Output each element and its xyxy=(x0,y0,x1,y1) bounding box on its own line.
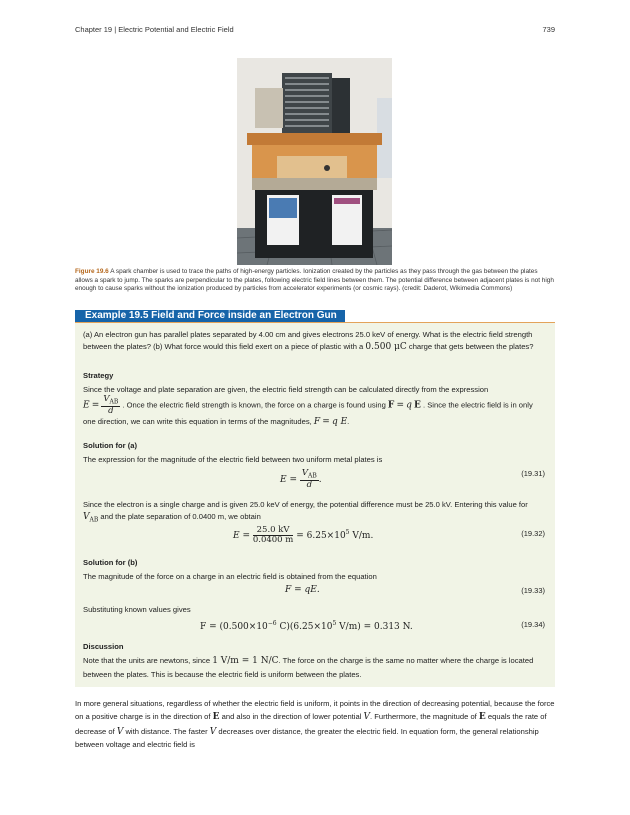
solution-b-label: Solution for (b) xyxy=(83,558,138,567)
running-header: Chapter 19 | Electric Potential and Electric Field xyxy=(75,25,234,34)
equation-19-33: F = qE. xyxy=(285,585,320,595)
fraction-vab-over-d: $\frac{V_{AB}}{d}$ xyxy=(103,394,119,416)
equation-number-19-33: (19.33) xyxy=(521,586,545,595)
spark-chamber-illustration xyxy=(237,58,392,265)
example-title-bar xyxy=(75,310,555,323)
discussion-label: Discussion xyxy=(83,642,124,651)
example-box xyxy=(75,323,555,687)
equation-19-31: E = $\frac{V_{AB}}{d}$ . xyxy=(280,468,322,490)
solution-b-text: The magnitude of the force on a charge in an electric field is obtained from the equation xyxy=(83,572,377,581)
equation-number-19-32: (19.32) xyxy=(521,529,545,538)
strategy-text-2: E = $\frac{V_{AB}}{d}$ . Once the electric field strength is known, the force on a charge is found using F = q E . Since the electric field is in only one direction, we can write this equation in terms of the magnitudes, F = q E. xyxy=(83,394,533,427)
problem-statement: (a) An electron gun has parallel plates separated by 4.00 cm and gives electrons 25.0 keV of energy. What is the electric field strength between the plates? (b) What force would this field exert on a piece of plastic with a 0.500 μC charge that gets between the plates? xyxy=(83,330,534,352)
equation-number-19-34: (19.34) xyxy=(521,620,545,629)
body-paragraph: In more general situations, regardless of whether the electric field is uniform, it points in the direction of decreasing potential, because the force on a positive charge is in the direction of E and also in the direction of lower potential V. Furthermore, the magnitude of E equals the rate of decrease of V with distance. The faster V decreases over distance, the greater the electric field. In equation form, the general relationship between voltage and electric field is xyxy=(75,699,555,749)
solution-a-label: Solution for (a) xyxy=(83,441,137,450)
solution-a-text: The expression for the magnitude of the electric field between two uniform metal plates is xyxy=(83,455,383,464)
figure-caption-text: A spark chamber is used to trace the paths of high-energy particles. Ionization created by the particles as they pass through the gas between the plates allows a spark to jump. The sparks are perpendicular to the plates, following electric field lines between them. The potential difference between adjacent plates is not high enough to cause sparks without the ionization produced by particles from accelerator experiments (or cosmic rays). (credit: Daderot, Wikimedia Commons) xyxy=(75,268,554,293)
strategy-label: Strategy xyxy=(83,371,114,380)
figure-caption xyxy=(75,268,555,294)
strategy-text: Since the voltage and plate separation are given, the electric field strength can be calculated directly from the expression xyxy=(83,385,489,394)
substituting-text: Substituting known values gives xyxy=(83,605,191,614)
figure-label: Figure 19.6 xyxy=(75,268,109,275)
solution-a-text-2: Since the electron is a single charge and is given 25.0 keV of energy, the potential difference must be 25.0 kV. Entering this value for $V_{AB}$ and the plate separation of 0.0400 m, we obtain xyxy=(83,500,528,524)
page-number: 739 xyxy=(542,25,555,34)
equation-19-34: $F = (0.500\times 10^{-6}$ $C)(6.25\times 10^5$ V/m) = 0.313 N. xyxy=(200,620,413,632)
discussion-text: Note that the units are newtons, since 1 V/m = 1 N/C. The force on the charge is the same no matter where the charge is located between the plates. This is because the electric field is uniform between the plates. xyxy=(83,656,534,679)
equation-19-32: E = $\frac{25.0 kV}{0.0400 m}$ = $6.25\times 10^5$ V/m. xyxy=(233,525,374,545)
example-title: Example 19.5 Field and Force inside an Electron Gun xyxy=(75,310,345,322)
equation-number-19-31: (19.31) xyxy=(521,469,545,478)
spark-chamber-photo xyxy=(237,58,392,265)
